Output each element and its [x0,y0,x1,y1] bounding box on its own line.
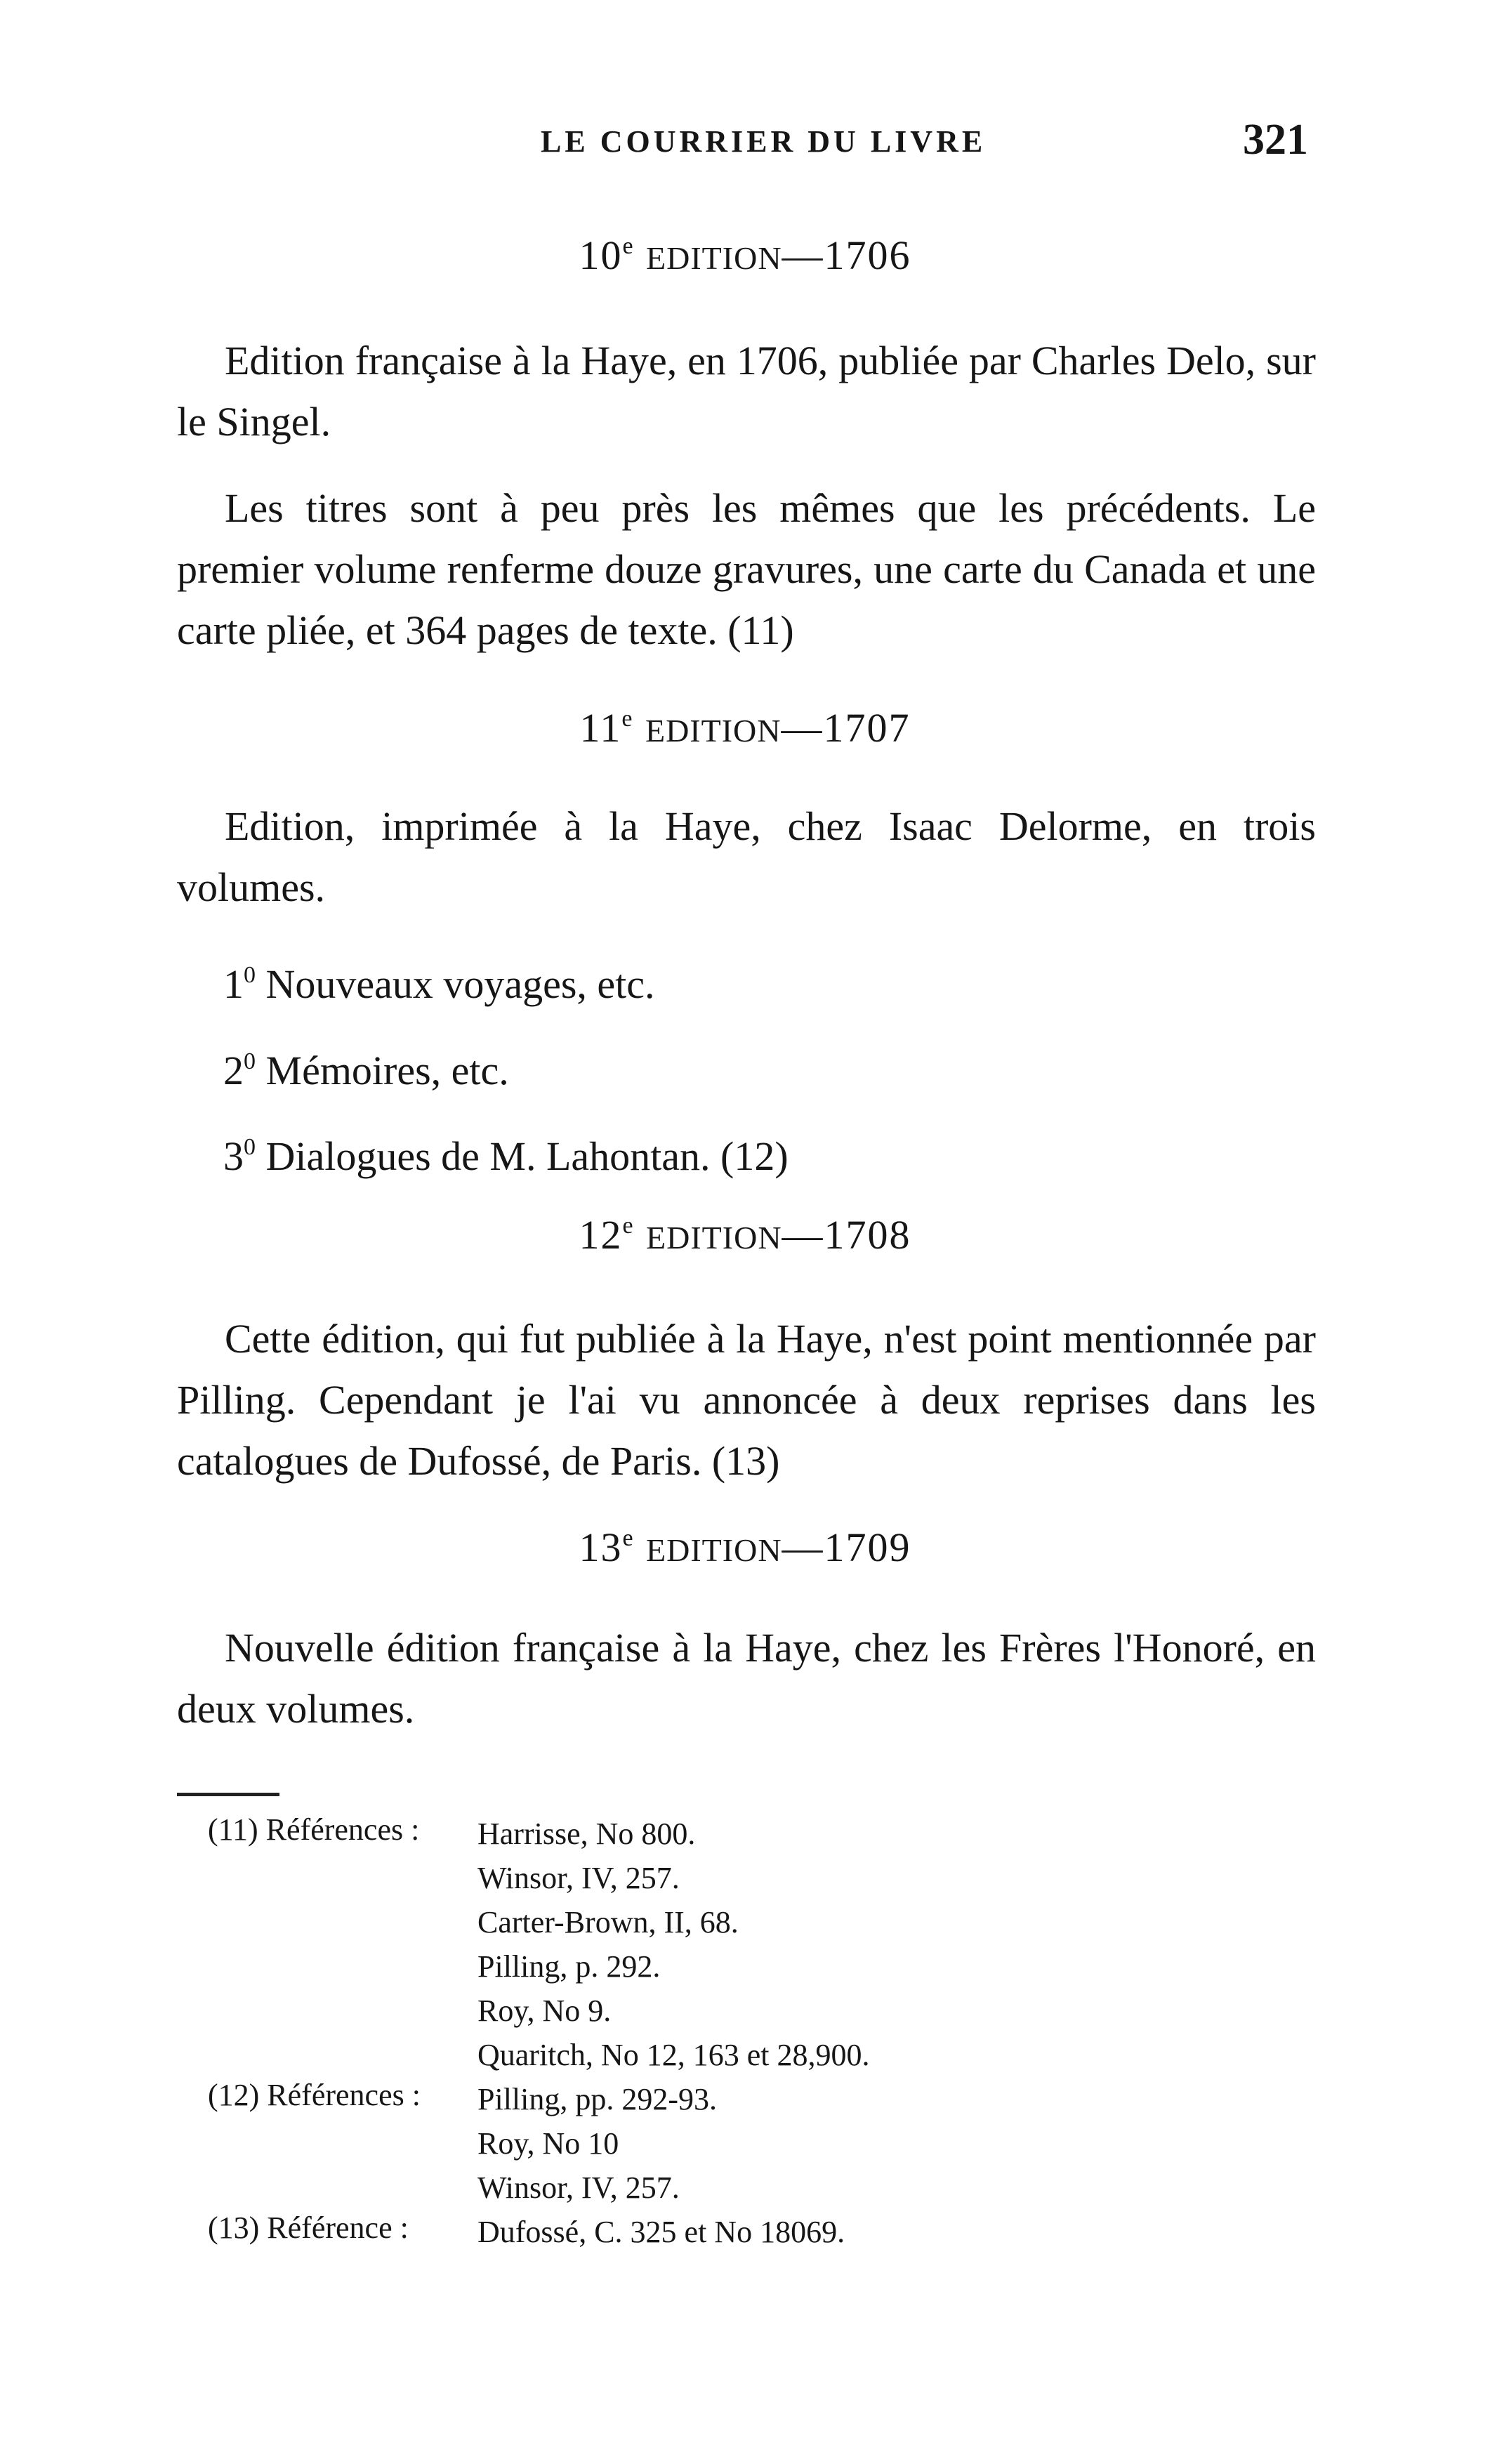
footnote-label: (13) Référence : [208,2211,409,2245]
paragraph: Edition française à la Haye, en 1706, publiée par Charles Delo, sur le Singel. [177,338,1316,444]
footnote-label: (12) Références : [208,2078,421,2112]
footnote-line: Dufossé, C. 325 et No 18069. [477,2215,845,2249]
footnote-rule [177,1793,279,1796]
page-header [0,116,1490,173]
paragraph: Les titres sont à peu près les mêmes que les précédents. Le premier volume renferme douze gravures, une carte du Canada et une carte pliée, et 364 pages de texte. (11) [177,485,1316,653]
footnote-line: Roy, No 9. [477,1994,612,2028]
section-heading-12: 12e EDITION—1708 [579,1212,911,1258]
section-heading-13: 13e EDITION—1709 [579,1524,911,1570]
footnote-line: Quaritch, No 12, 163 et 28,900. [477,2038,870,2072]
paragraph: Edition, imprimée à la Haye, chez Isaac Delorme, en trois volumes. [177,803,1316,910]
footnote-line: Harrisse, No 800. [477,1817,696,1851]
list-item: $3^0$ Dialogues de M. Lahontan. (12) [223,1133,789,1179]
list-item: $1^0$ Nouveaux voyages, etc. [223,961,655,1007]
footnote-references [477,2210,845,2254]
paragraph: Cette édition, qui fut publiée à la Haye, n'est point mentionnée par Pilling. Cependant je l'ai vu annoncée à deux reprises dans les catalogues de Dufossé, de Paris. (13) [177,1316,1316,1484]
running-head: LE COURRIER DU LIVRE [541,124,987,159]
page-number: 321 [1243,116,1308,164]
footnote-line: Pilling, pp. 292-93. [477,2082,718,2116]
paragraph: Nouvelle édition française à la Haye, chez les Frères l'Honoré, en deux volumes. [177,1625,1316,1732]
footnote-label: (11) Références : [208,1812,420,1847]
footnote-line: Roy, No 10 [477,2126,619,2161]
section-heading-11: 11e EDITION—1707 [579,705,911,751]
section-heading-10: 10e EDITION—1706 [579,232,911,278]
list-item: $2^0$ Mémoires, etc. [223,1048,509,1093]
footnote-references [477,1812,869,2077]
footnote-line: Pilling, p. 292. [477,1949,661,1984]
footnote-line: Carter-Brown, II, 68. [477,1905,739,1939]
footnote-line: Winsor, IV, 257. [477,2170,680,2205]
footnote-references [477,2077,717,2210]
footnote-line: Winsor, IV, 257. [477,1861,680,1895]
